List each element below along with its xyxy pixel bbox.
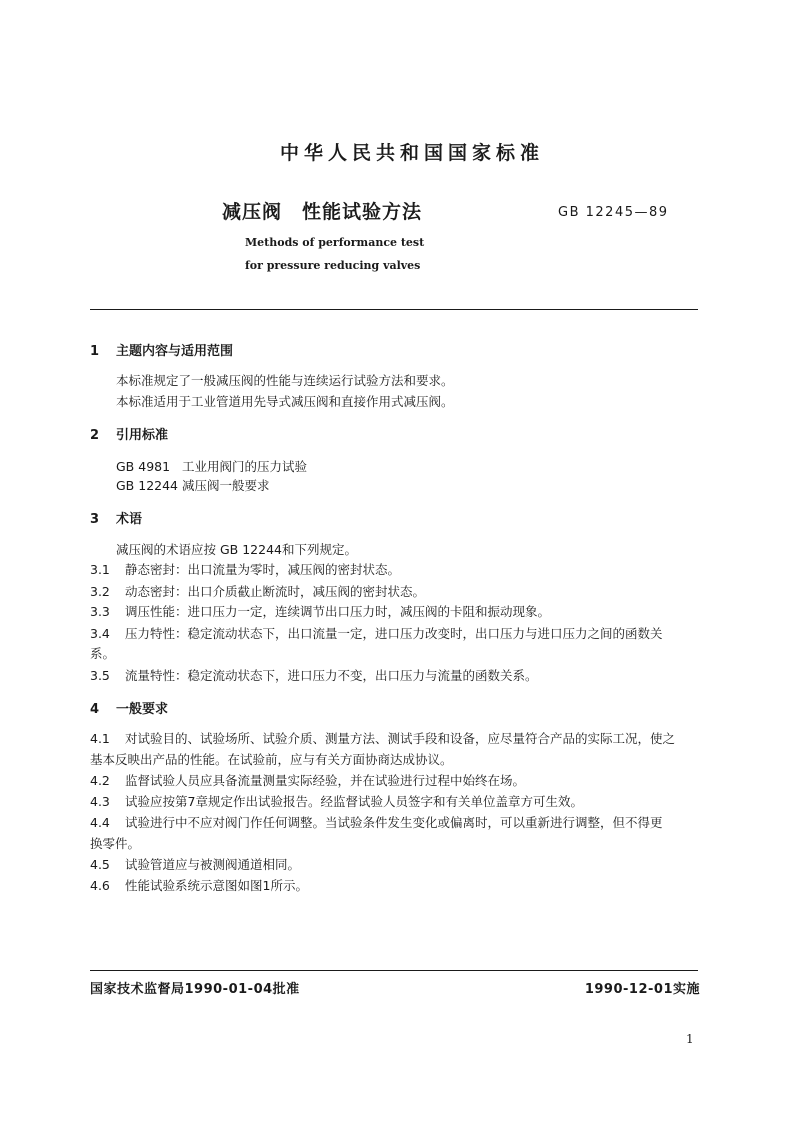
standard-number: GB 12245—89	[558, 205, 669, 220]
reference-code: GB 4981	[116, 459, 171, 474]
clause-item	[90, 729, 675, 747]
clause-item	[90, 876, 308, 894]
clause-number: 4.5	[90, 857, 110, 872]
page-number: 1	[686, 1032, 694, 1046]
section-number: 1	[90, 344, 100, 359]
section-title: 一般要求	[116, 702, 169, 717]
clause-item	[90, 771, 525, 789]
header-divider	[90, 309, 698, 310]
clause-text: 性能试验系统示意图如图1所示。	[125, 878, 308, 893]
reference-name: 工业用阀门的压力试验	[182, 459, 308, 474]
clause-text: 对试验目的、试验场所、试验介质、测量方法、测试手段和设备，应尽量符合产品的实际工况，使之	[125, 731, 676, 746]
clause-item	[90, 792, 583, 810]
clause-number: 4.4	[90, 815, 110, 830]
clause-number: 3.3	[90, 604, 110, 619]
section-1-heading	[90, 340, 233, 359]
clause-item	[90, 855, 300, 873]
reference-item	[116, 457, 307, 475]
clause-text: 压力特性：稳定流动状态下，出口流量一定，进口压力改变时，出口压力与进口压力之间的函数关	[125, 626, 663, 641]
clause-text: 监督试验人员应具备流量测量实际经验，并在试验进行过程中始终在场。	[125, 773, 526, 788]
clause-number: 3.1	[90, 562, 110, 577]
clause-number: 4.6	[90, 878, 110, 893]
section-3-heading	[90, 508, 142, 527]
clause-item	[90, 813, 663, 831]
paragraph: 减压阀的术语应按 GB 12244和下列规定。	[116, 542, 357, 557]
clause-text: 静态密封：出口流量为零时，减压阀的密封状态。	[125, 562, 401, 577]
clause-item	[90, 602, 550, 620]
reference-item	[116, 476, 270, 494]
effective-date: 1990-12-01实施	[584, 982, 700, 997]
clause-item	[90, 560, 400, 578]
reference-name: 减压阀一般要求	[182, 478, 270, 493]
footer-divider	[90, 970, 698, 971]
section-4-heading	[90, 698, 168, 717]
paragraph: 本标准规定了一般减压阀的性能与连续运行试验方法和要求。	[116, 373, 454, 388]
clause-number: 3.2	[90, 584, 110, 599]
section-title: 主题内容与适用范围	[116, 344, 234, 359]
clause-number: 4.1	[90, 731, 110, 746]
section-number: 4	[90, 702, 100, 717]
clause-text: 流量特性：稳定流动状态下，进口压力不变，出口压力与流量的函数关系。	[125, 668, 538, 683]
clause-number: 4.2	[90, 773, 110, 788]
clause-text: 动态密封：出口介质截止断流时，减压阀的密封状态。	[125, 584, 426, 599]
reference-code: GB 12244	[116, 478, 178, 493]
section-number: 3	[90, 512, 100, 527]
document-title-cn: 减压阀 性能试验方法	[222, 201, 423, 223]
clause-text: 调压性能：进口压力一定，连续调节出口压力时，减压阀的卡阻和振动现象。	[125, 604, 551, 619]
paragraph: 本标准适用于工业管道用先导式减压阀和直接作用式减压阀。	[116, 394, 454, 409]
clause-number: 3.4	[90, 626, 110, 641]
clause-continuation: 基本反映出产品的性能。在试验前，应与有关方面协商达成协议。	[90, 752, 453, 767]
section-number: 2	[90, 428, 100, 443]
clause-item	[90, 624, 663, 642]
document-title-en-line2: for pressure reducing valves	[245, 259, 421, 272]
clause-text: 试验应按第7章规定作出试验报告。经监督试验人员签字和有关单位盖章方可生效。	[125, 794, 583, 809]
section-title: 术语	[116, 512, 143, 527]
clause-text: 试验进行中不应对阀门作任何调整。当试验条件发生变化或偏离时，可以重新进行调整，但不得更	[125, 815, 663, 830]
section-title: 引用标准	[116, 428, 169, 443]
clause-text: 试验管道应与被测阀通道相同。	[125, 857, 301, 872]
clause-number: 4.3	[90, 794, 110, 809]
clause-item	[90, 582, 425, 600]
clause-item	[90, 666, 538, 684]
clause-number: 3.5	[90, 668, 110, 683]
document-title-en-line1: Methods of performance test	[245, 236, 425, 249]
national-standard-heading: 中华人民共和国国家标准	[279, 142, 544, 164]
clause-continuation: 换零件。	[90, 836, 141, 851]
section-2-heading	[90, 424, 168, 443]
clause-continuation: 系。	[90, 646, 116, 661]
approval-date: 国家技术监督局1990-01-04批准	[90, 982, 300, 997]
